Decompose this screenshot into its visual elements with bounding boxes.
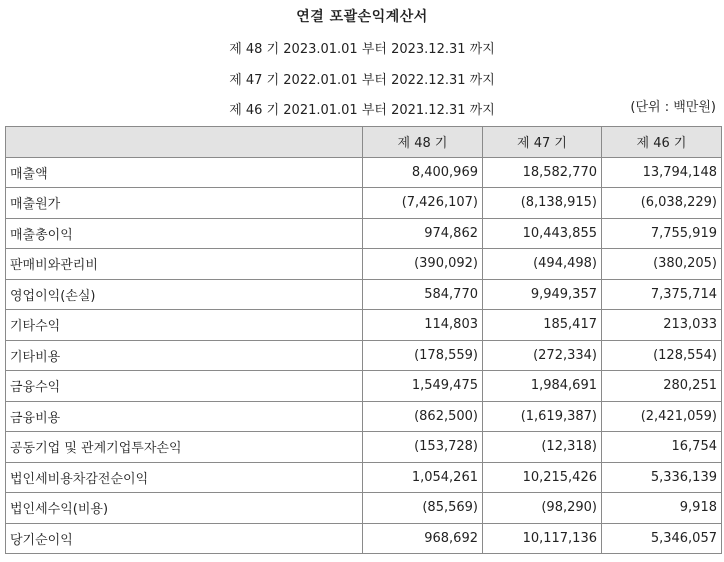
row-value: 16,754 bbox=[602, 432, 722, 463]
row-label: 기타수익 bbox=[6, 310, 363, 341]
row-value: 18,582,770 bbox=[483, 157, 602, 188]
row-label: 금융수익 bbox=[6, 371, 363, 402]
row-value: (85,569) bbox=[363, 493, 483, 524]
row-value: (153,728) bbox=[363, 432, 483, 463]
row-label: 금융비용 bbox=[6, 401, 363, 432]
row-value: (390,092) bbox=[363, 249, 483, 280]
row-value: (8,138,915) bbox=[483, 188, 602, 219]
row-value: 974,862 bbox=[363, 218, 483, 249]
row-value: 185,417 bbox=[483, 310, 602, 341]
row-value: 10,117,136 bbox=[483, 523, 602, 554]
period-line-47: 제 47 기 2022.01.01 부터 2022.12.31 까지 bbox=[229, 73, 495, 88]
row-label: 매출원가 bbox=[6, 188, 363, 219]
income-statement-table bbox=[5, 126, 722, 554]
row-value: 114,803 bbox=[363, 310, 483, 341]
row-value: 280,251 bbox=[602, 371, 722, 402]
table-row bbox=[6, 188, 722, 219]
header-period-48: 제 48 기 bbox=[363, 127, 483, 158]
row-value: (2,421,059) bbox=[602, 401, 722, 432]
row-value: 7,755,919 bbox=[602, 218, 722, 249]
table-row bbox=[6, 340, 722, 371]
row-value: 1,984,691 bbox=[483, 371, 602, 402]
row-value: 9,918 bbox=[602, 493, 722, 524]
row-value: (7,426,107) bbox=[363, 188, 483, 219]
row-value: 5,346,057 bbox=[602, 523, 722, 554]
period-line-46: 제 46 기 2021.01.01 부터 2021.12.31 까지 bbox=[229, 103, 495, 118]
row-value: (494,498) bbox=[483, 249, 602, 280]
row-value: (272,334) bbox=[483, 340, 602, 371]
row-label: 법인세수익(비용) bbox=[6, 493, 363, 524]
row-value: 9,949,357 bbox=[483, 279, 602, 310]
row-value: 5,336,139 bbox=[602, 462, 722, 493]
row-value: (98,290) bbox=[483, 493, 602, 524]
row-value: (12,318) bbox=[483, 432, 602, 463]
row-value: 10,215,426 bbox=[483, 462, 602, 493]
statement-title: 연결 포괄손익계산서 bbox=[296, 9, 428, 25]
table-row bbox=[6, 493, 722, 524]
unit-label: (단위 : 백만원) bbox=[630, 100, 716, 115]
table-row bbox=[6, 371, 722, 402]
table-row bbox=[6, 310, 722, 341]
row-label: 당기순이익 bbox=[6, 523, 363, 554]
row-label: 법인세비용차감전순이익 bbox=[6, 462, 363, 493]
table-row bbox=[6, 279, 722, 310]
row-value: 584,770 bbox=[363, 279, 483, 310]
row-label: 매출액 bbox=[6, 157, 363, 188]
table-row bbox=[6, 249, 722, 280]
row-value: (862,500) bbox=[363, 401, 483, 432]
row-label: 판매비와관리비 bbox=[6, 249, 363, 280]
row-value: 1,054,261 bbox=[363, 462, 483, 493]
row-label: 공동기업 및 관계기업투자손익 bbox=[6, 432, 363, 463]
header-period-46: 제 46 기 bbox=[602, 127, 722, 158]
table-header-row bbox=[6, 127, 722, 158]
row-value: (380,205) bbox=[602, 249, 722, 280]
table-row bbox=[6, 157, 722, 188]
row-value: 213,033 bbox=[602, 310, 722, 341]
row-label: 기타비용 bbox=[6, 340, 363, 371]
row-value: 13,794,148 bbox=[602, 157, 722, 188]
table-row bbox=[6, 432, 722, 463]
row-value: (178,559) bbox=[363, 340, 483, 371]
row-value: 8,400,969 bbox=[363, 157, 483, 188]
row-value: 7,375,714 bbox=[602, 279, 722, 310]
row-value: (6,038,229) bbox=[602, 188, 722, 219]
row-label: 영업이익(손실) bbox=[6, 279, 363, 310]
row-value: 1,549,475 bbox=[363, 371, 483, 402]
table-row bbox=[6, 523, 722, 554]
table-row bbox=[6, 401, 722, 432]
row-value: 10,443,855 bbox=[483, 218, 602, 249]
header-period-47: 제 47 기 bbox=[483, 127, 602, 158]
table-row bbox=[6, 218, 722, 249]
row-value: (128,554) bbox=[602, 340, 722, 371]
period-line-48: 제 48 기 2023.01.01 부터 2023.12.31 까지 bbox=[229, 42, 495, 57]
row-value: 968,692 bbox=[363, 523, 483, 554]
row-label: 매출총이익 bbox=[6, 218, 363, 249]
row-value: (1,619,387) bbox=[483, 401, 602, 432]
header-item bbox=[6, 127, 363, 158]
table-row bbox=[6, 462, 722, 493]
